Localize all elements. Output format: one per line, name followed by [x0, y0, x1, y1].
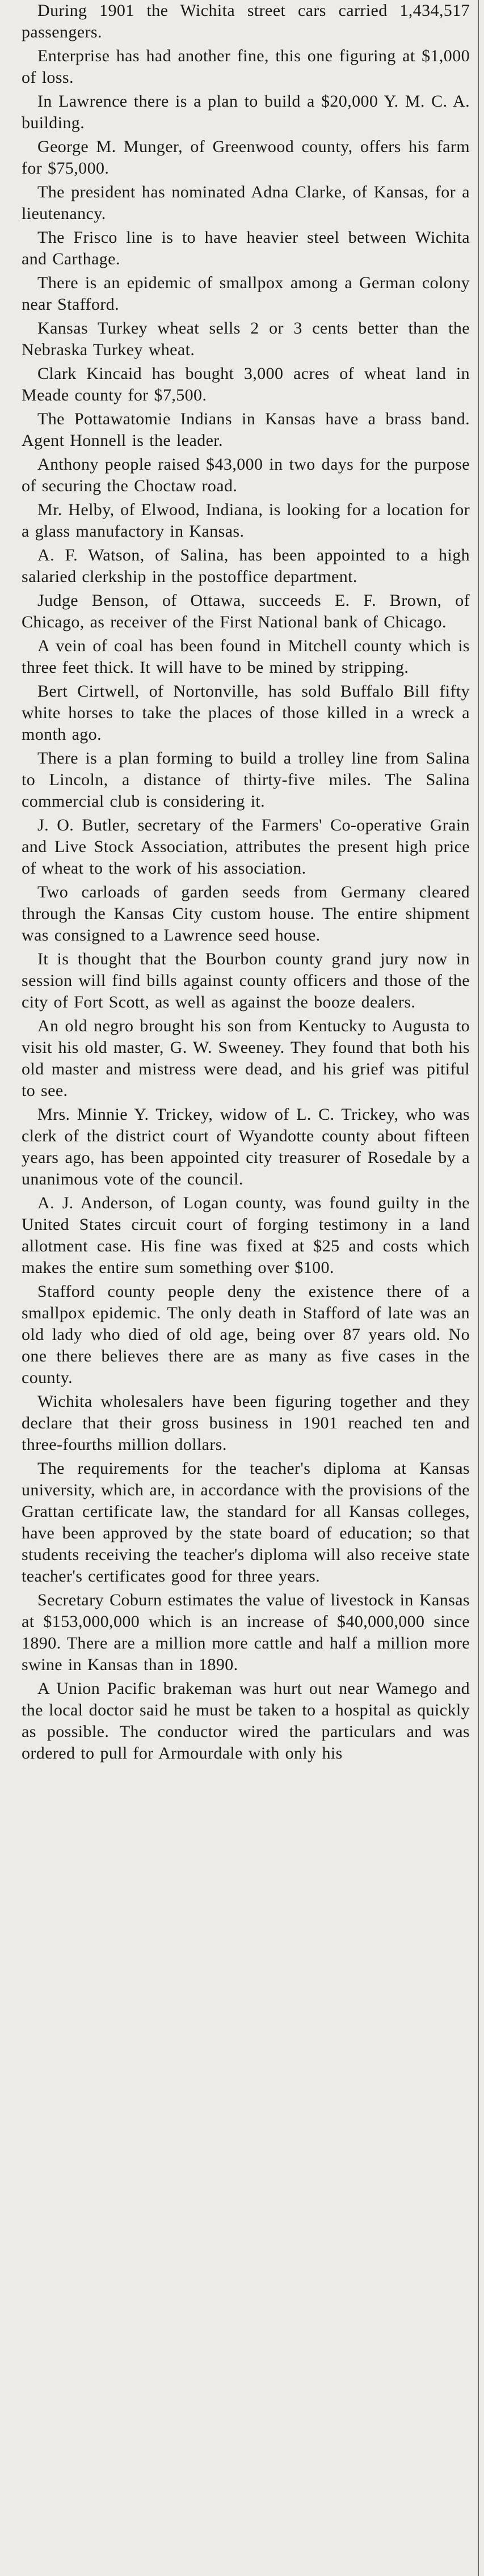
news-item: The Frisco line is to have heavier steel between Wichita and Carthage.	[22, 228, 470, 268]
news-item: Judge Benson, of Ottawa, succeeds E. F. Brown, of Chicago, as receiver of the First National bank of Chicago.	[22, 591, 470, 631]
news-item: It is thought that the Bourbon county grand jury now in session will find bills against county officers and those of the city of Fort Scott, as well as against the booze dealers.	[22, 950, 470, 1011]
news-item: There is a plan forming to build a trolley line from Salina to Lincoln, a distance of thirty-five miles. The Salina commercial club is considering it.	[22, 749, 470, 811]
news-item: Kansas Turkey wheat sells 2 or 3 cents better than the Nebraska Turkey wheat.	[22, 319, 470, 359]
news-item: During 1901 the Wichita street cars carried 1,434,517 passengers.	[22, 1, 470, 41]
news-item: An old negro brought his son from Kentucky to Augusta to visit his old master, G. W. Sweeney. They found that both his old master and mistress were dead, and his grief was pitiful to see.	[22, 1017, 470, 1100]
news-item: In Lawrence there is a plan to build a $20,000 Y. M. C. A. building.	[22, 92, 470, 132]
news-item: Mrs. Minnie Y. Trickey, widow of L. C. Trickey, who was clerk of the district court of Wyandotte county about fifteen years ago, has been appointed city treasurer of Rosedale by a unanimous vote of the council.	[22, 1105, 470, 1188]
news-item: Wichita wholesalers have been figuring together and they declare that their gross business in 1901 reached ten and three-fourths million dollars.	[22, 1392, 470, 1454]
news-item: The Pottawatomie Indians in Kansas have a brass band. Agent Honnell is the leader.	[22, 410, 470, 450]
news-item: Stafford county people deny the existence there of a smallpox epidemic. The only death in Stafford of late was an old lady who died of old age, being over 87 years old. No one there believes there are as many as five cases in the county.	[22, 1282, 470, 1387]
news-item: Two carloads of garden seeds from Germany cleared through the Kansas City custom house. The entire shipment was consigned to a Lawrence seed house.	[22, 883, 470, 945]
news-item: Anthony people raised $43,000 in two days for the purpose of securing the Choctaw road.	[22, 455, 470, 495]
news-item: A vein of coal has been found in Mitchell county which is three feet thick. It will have to be mined by stripping.	[22, 636, 470, 677]
news-item: A. F. Watson, of Salina, has been appointed to a high salaried clerkship in the postoffice department.	[22, 546, 470, 586]
news-item: A. J. Anderson, of Logan county, was found guilty in the United States circuit court of forging testimony in a land allotment case. His fine was fixed at $25 and costs which makes the entire sum something over $100.	[22, 1194, 470, 1277]
news-item: George M. Munger, of Greenwood county, offers his farm for $75,000.	[22, 137, 470, 178]
news-item: Bert Cirtwell, of Nortonville, has sold Buffalo Bill fifty white horses to take the places of those killed in a wreck a month ago.	[22, 682, 470, 744]
news-item: Secretary Coburn estimates the value of livestock in Kansas at $153,000,000 which is an increase of $40,000,000 since 1890. There are a million more cattle and half a million more swine in Kansas than in 1890.	[22, 1591, 470, 1674]
news-item: Clark Kincaid has bought 3,000 acres of wheat land in Meade county for $7,500.	[22, 364, 470, 404]
news-item: A Union Pacific brakeman was hurt out near Wamego and the local doctor said he must be taken to a hospital as quickly as possible. The conductor wired the particulars and was ordered to pull for Armourdale with only his	[22, 1679, 470, 1763]
column-rule	[478, 0, 479, 2576]
news-item: Mr. Helby, of Elwood, Indiana, is looking for a location for a glass manufactory in Kansas.	[22, 500, 470, 541]
news-item: The requirements for the teacher's diploma at Kansas university, which are, in accordance with the provisions of the Grattan certificate law, the standard for all Kansas colleges, have been approved by the state board of education; so that students receiving the teacher's diploma will also receive state teacher's certificates good for three years.	[22, 1459, 470, 1586]
news-item: There is an epidemic of smallpox among a German colony near Stafford.	[22, 273, 470, 314]
news-item: J. O. Butler, secretary of the Farmers' Co-operative Grain and Live Stock Association, attributes the present high price of wheat to the work of his association.	[22, 816, 470, 878]
news-item: The president has nominated Adna Clarke, of Kansas, for a lieutenancy.	[22, 183, 470, 223]
news-column	[22, 0, 470, 2576]
news-item: Enterprise has had another fine, this one figuring at $1,000 of loss.	[22, 47, 470, 87]
